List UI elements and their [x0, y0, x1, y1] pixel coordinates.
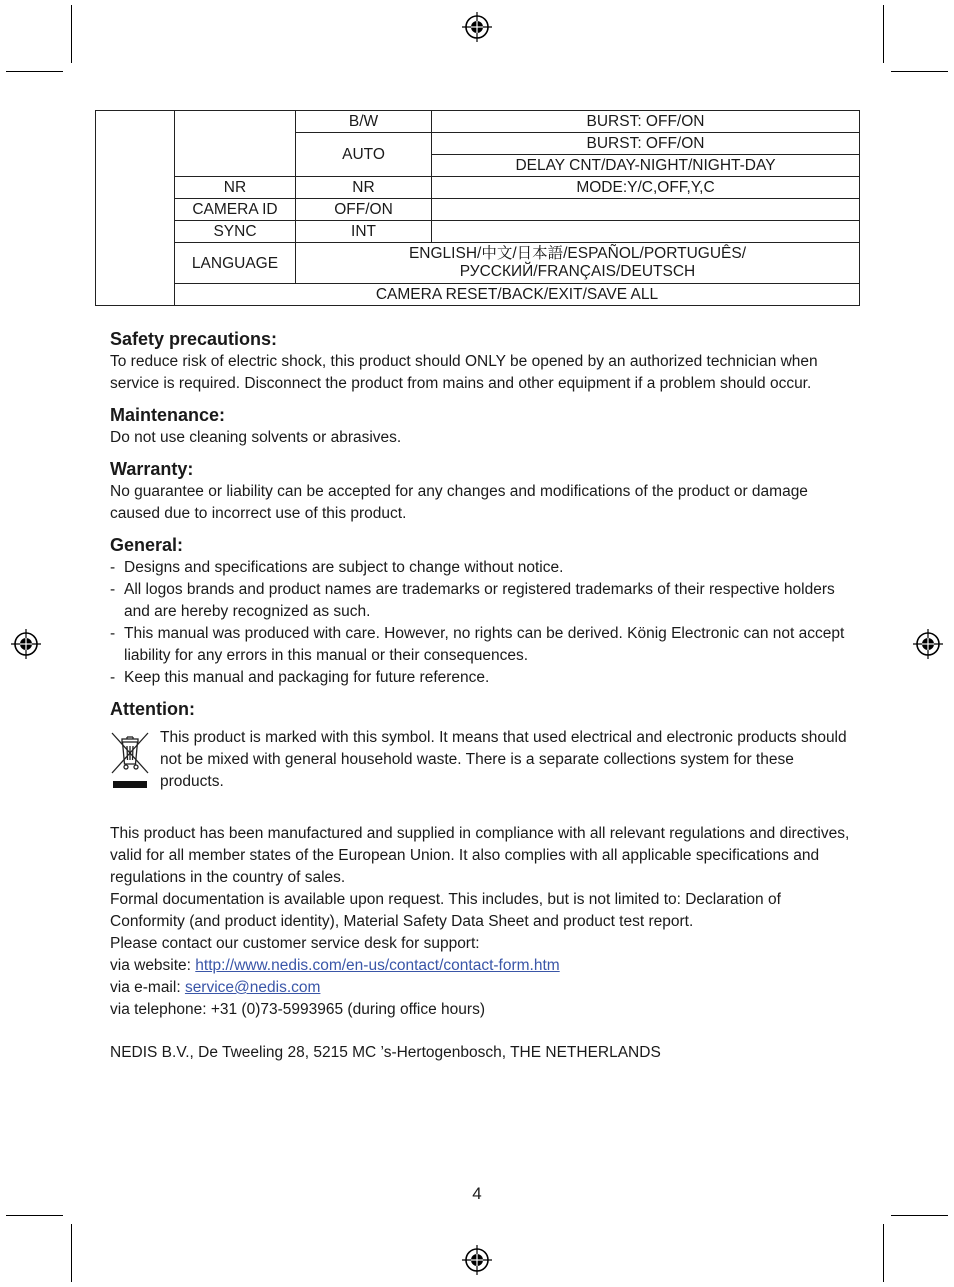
page-number: 4 [472, 1184, 482, 1203]
email-link[interactable]: service@nedis.com [184, 979, 321, 996]
section-heading-attention: Attention: [110, 699, 195, 719]
website-line [110, 955, 855, 977]
table-row [96, 221, 860, 243]
compliance-text: This product has been manufactured and supplied in compliance with all relevant regulations and directives, valid for all member states of the European Union. It also complies with all applicable specifications and regulations in the country of sales. [110, 825, 850, 886]
table-row [96, 199, 860, 221]
table-cell: CAMERA ID [175, 199, 296, 221]
table-cell: B/W [296, 111, 432, 133]
table-row [96, 177, 860, 199]
table-cell: AUTO [296, 133, 432, 177]
crop-mark [71, 5, 72, 63]
registration-mark-icon [913, 629, 943, 659]
table-cell: DELAY CNT/DAY-NIGHT/NIGHT-DAY [432, 155, 860, 177]
documentation-text: Formal documentation is available upon request. This includes, but is not limited to: Declaration of Conformity (and product identity), Material Safety Data Sheet and product test report. [110, 891, 781, 930]
table-row [96, 243, 860, 284]
language-options-line: РУССКИЙ/FRANÇAIS/DEUTSCH [459, 263, 696, 280]
table-row [96, 111, 860, 133]
crop-mark [883, 1224, 884, 1282]
language-options-line: ENGLISH/中文/日本語/ESPAÑOL/PORTUGUÊS/ [408, 245, 747, 262]
table-cell: MODE:Y/C,OFF,Y,C [432, 177, 860, 199]
maintenance-text: Do not use cleaning solvents or abrasives. [110, 429, 402, 446]
section-heading-safety: Safety precautions: [110, 329, 278, 349]
crop-mark [6, 1215, 63, 1216]
table-cell-language-options [296, 243, 860, 284]
table-row [96, 284, 860, 306]
table-cell: SYNC [175, 221, 296, 243]
table-cell-empty [432, 221, 860, 243]
list-item: - Designs and specifications are subject to change without notice. [110, 557, 855, 579]
list-item: - All logos brands and product names are trademarks or registered trademarks of their respective holders and are hereby recognized as such. [110, 579, 855, 623]
table-cell: INT [296, 221, 432, 243]
crop-mark [891, 1215, 948, 1216]
list-item: - Keep this manual and packaging for future reference. [110, 667, 855, 689]
safety-text: To reduce risk of electric shock, this product should ONLY be opened by an authorized technician when service is required. Disconnect the product from mains and other equipment if a problem should occur. [110, 353, 818, 392]
document-body [110, 327, 855, 1064]
weee-crossed-bin-icon [110, 729, 150, 793]
section-heading-warranty: Warranty: [110, 459, 194, 479]
table-cell-empty [432, 199, 860, 221]
website-label: via website: [110, 957, 196, 974]
website-link[interactable]: http://www.nedis.com/en-us/contact/contact-form.htm [195, 957, 560, 974]
registration-mark-icon [462, 1245, 492, 1275]
section-heading-general: General: [110, 535, 184, 555]
attention-block [110, 727, 855, 793]
table-cell-empty [175, 111, 296, 177]
table-cell: BURST: OFF/ON [432, 133, 860, 155]
crop-mark [71, 1224, 72, 1282]
table-cell-empty [96, 111, 175, 306]
attention-text: This product is marked with this symbol. It means that used electrical and electronic products should not be mixed with general household waste. There is a separate collections system for these products. [160, 729, 847, 790]
crop-mark [883, 5, 884, 63]
table-cell: CAMERA RESET/BACK/EXIT/SAVE ALL [175, 284, 860, 306]
table-cell: BURST: OFF/ON [432, 111, 860, 133]
list-item: - This manual was produced with care. However, no rights can be derived. König Electronic can not accept liability for any errors in this manual or their consequences. [110, 623, 855, 667]
registration-mark-icon [11, 629, 41, 659]
warranty-text: No guarantee or liability can be accepted for any changes and modifications of the product or damage caused due to incorrect use of this product. [110, 483, 808, 522]
menu-settings-table [95, 110, 860, 306]
company-address: NEDIS B.V., De Tweeling 28, 5215 MC ’s-Hertogenbosch, THE NETHERLANDS [110, 1044, 661, 1061]
section-heading-maintenance: Maintenance: [110, 405, 226, 425]
email-line [110, 977, 855, 999]
table-cell: NR [296, 177, 432, 199]
registration-mark-icon [462, 12, 492, 42]
crop-mark [891, 71, 948, 72]
table-cell: OFF/ON [296, 199, 432, 221]
email-label: via e-mail: [110, 979, 185, 996]
crop-mark [6, 71, 63, 72]
table-cell: LANGUAGE [175, 243, 296, 284]
general-list [110, 557, 855, 689]
telephone-line: via telephone: +31 (0)73-5993965 (during office hours) [110, 1001, 485, 1018]
support-text: Please contact our customer service desk for support: [110, 935, 480, 952]
table-cell: NR [175, 177, 296, 199]
